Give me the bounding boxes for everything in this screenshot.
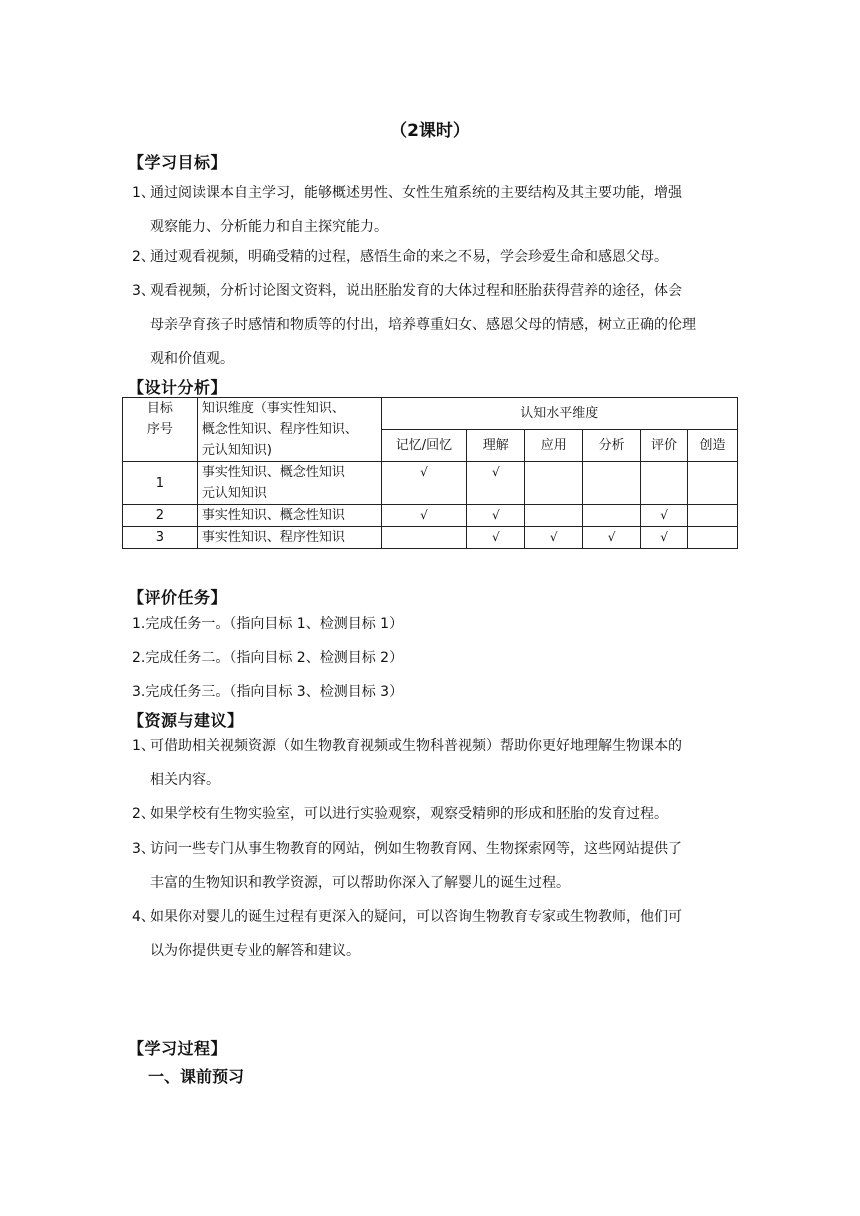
header-text: 目标	[146, 401, 173, 416]
row-mark	[688, 505, 738, 527]
row-mark: √	[641, 505, 688, 527]
objective-text-line: 观和价值观。	[150, 351, 234, 367]
resource-text-line: 如果你对婴儿的诞生过程有更深入的疑问，可以咨询生物教育专家或生物教师，他们可	[150, 909, 682, 925]
header-text: 元认知知识)	[201, 443, 272, 458]
table-row	[123, 505, 738, 527]
row-mark	[583, 462, 641, 505]
resource-text-line: 如果学校有生物实验室，可以进行实验观察，观察受精卵的形成和胚胎的发育过程。	[150, 806, 668, 822]
lesson-title: （2课时）	[390, 121, 470, 141]
row-knowledge: 事实性知识、概念性知识	[197, 505, 381, 527]
objective-item-3	[132, 274, 732, 376]
resource-text-line: 可借助相关视频资源（如生物教育视频或生物科普视频）帮助你更好地理解生物课本的	[150, 738, 682, 754]
objective-item-2	[132, 240, 732, 274]
evaluation-task: 3.完成任务三。（指向目标 3、检测目标 3）	[132, 684, 404, 700]
row-mark	[688, 462, 738, 505]
resource-item-1	[132, 729, 732, 797]
evaluation-task: 2.完成任务二。（指向目标 2、检测目标 2）	[132, 650, 404, 666]
table-row	[123, 462, 738, 505]
resource-text-line: 以为你提供更专业的解答和建议。	[150, 943, 360, 959]
header-level: 记忆/回忆	[381, 430, 467, 462]
header-goal-id	[123, 398, 198, 462]
row-mark: √	[381, 462, 467, 505]
header-text: 序号	[146, 422, 173, 437]
resources-heading: 【资源与建议】	[128, 711, 244, 730]
row-mark: √	[583, 527, 641, 549]
resource-number: 1、	[132, 738, 155, 754]
process-heading: 【学习过程】	[128, 1039, 228, 1058]
row-id: 3	[123, 527, 198, 549]
row-mark	[381, 527, 467, 549]
objective-number: 2、	[132, 249, 155, 265]
row-mark: √	[467, 527, 525, 549]
header-level: 创造	[688, 430, 738, 462]
resource-item-2	[132, 797, 732, 831]
row-knowledge: 事实性知识、程序性知识	[197, 527, 381, 549]
design-heading: 【设计分析】	[128, 378, 228, 397]
resource-text-line: 相关内容。	[150, 772, 220, 788]
header-level: 理解	[467, 430, 525, 462]
evaluation-task: 1.完成任务一。（指向目标 1、检测目标 1）	[132, 616, 404, 632]
resource-number: 2、	[132, 806, 155, 822]
evaluation-heading: 【评价任务】	[128, 588, 228, 607]
objective-text-line: 通过观看视频，明确受精的过程，感悟生命的来之不易，学会珍爱生命和感恩父母。	[150, 249, 668, 265]
row-id: 2	[123, 505, 198, 527]
row-mark: √	[525, 527, 583, 549]
objective-text-line: 观察能力、分析能力和自主探究能力。	[150, 219, 388, 235]
header-text: 知识维度（事实性知识、	[201, 401, 345, 416]
design-analysis-table	[122, 397, 738, 549]
row-knowledge-line: 事实性知识、概念性知识	[201, 465, 345, 480]
row-knowledge	[197, 462, 381, 505]
row-mark: √	[467, 462, 525, 505]
row-mark	[525, 462, 583, 505]
row-mark	[641, 462, 688, 505]
header-level: 评价	[641, 430, 688, 462]
preview-sub-heading: 一、课前预习	[148, 1067, 245, 1086]
objective-item-1	[132, 176, 732, 244]
resource-text-line: 访问一些专门从事生物教育的网站，例如生物教育网、生物探索网等，这些网站提供了	[150, 841, 682, 857]
objective-number: 1、	[132, 185, 155, 201]
table-header-row	[123, 398, 738, 430]
row-mark	[688, 527, 738, 549]
resource-item-3	[132, 832, 732, 900]
objective-text-line: 母亲孕育孩子时感情和物质等的付出，培养尊重妇女、感恩父母的情感，树立正确的伦理	[150, 317, 696, 333]
resource-number: 4、	[132, 909, 155, 925]
row-id: 1	[123, 462, 198, 505]
header-text: 概念性知识、程序性知识、	[201, 422, 358, 437]
objective-text-line: 通过阅读课本自主学习，能够概述男性、女性生殖系统的主要结构及其主要功能，增强	[150, 185, 682, 201]
resource-item-4	[132, 900, 732, 968]
row-mark	[525, 505, 583, 527]
resource-text-line: 丰富的生物知识和教学资源，可以帮助你深入了解婴儿的诞生过程。	[150, 875, 570, 891]
row-mark: √	[641, 527, 688, 549]
row-mark: √	[381, 505, 467, 527]
row-knowledge-line: 元认知知识	[201, 486, 267, 501]
row-mark: √	[467, 505, 525, 527]
header-cognitive-group: 认知水平维度	[381, 398, 738, 430]
objective-text-line: 观看视频，分析讨论图文资料，说出胚胎发育的大体过程和胚胎获得营养的途径，体会	[150, 283, 682, 299]
objective-number: 3、	[132, 283, 155, 299]
objectives-heading: 【学习目标】	[128, 153, 228, 172]
table-row	[123, 527, 738, 549]
row-mark	[583, 505, 641, 527]
header-level: 应用	[525, 430, 583, 462]
resource-number: 3、	[132, 841, 155, 857]
header-knowledge	[197, 398, 381, 462]
header-level: 分析	[583, 430, 641, 462]
